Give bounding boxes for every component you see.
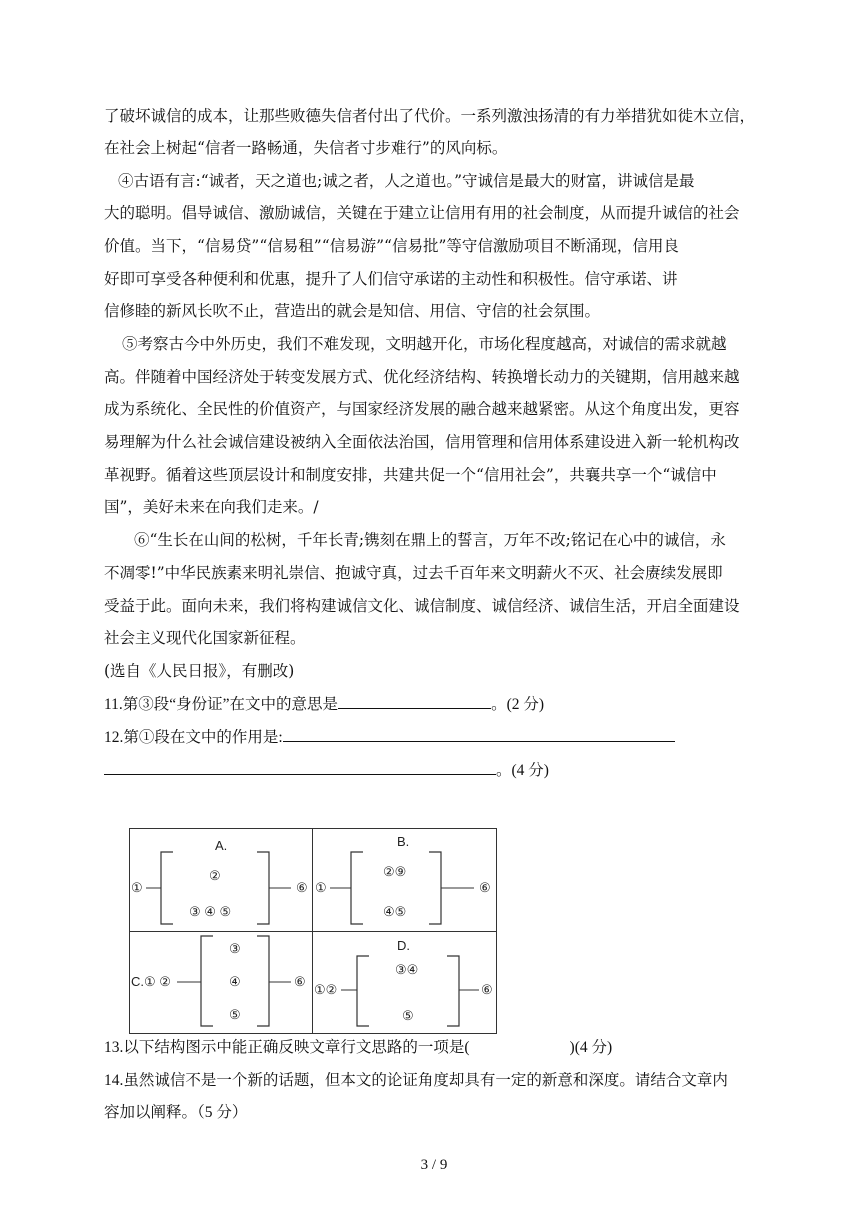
paragraph-line: 高。伴随着中国经济处于转变发展方式、优化经济结构、转换增长动力的关键期，信用越来越: [104, 368, 740, 386]
paragraph-line: ⑥“生长在山间的松树，千年长青;镌刻在鼎上的誓言，万年不改;铭记在心中的诚信，永: [134, 531, 726, 549]
answer-blank[interactable]: [283, 727, 675, 742]
answer-blank[interactable]: [338, 694, 491, 709]
paragraph-line: 好即可享受各种便利和优惠，提升了人们信守承诺的主动性和积极性。信守承诺、讲: [104, 270, 678, 288]
panel-d-left: ①②: [314, 982, 338, 997]
panel-a-top: ②: [209, 868, 221, 883]
question-12-cont: [104, 760, 549, 781]
panel-b-right: ⑥: [479, 880, 491, 895]
paragraph-line: 国”，美好未来在向我们走来。/: [104, 498, 319, 516]
question-11: [104, 694, 544, 715]
paragraph-line: 价值。当下，“信易贷”“信易租”“信易游”“信易批”等守信激励项目不断涌现，信用良: [104, 237, 679, 255]
bracket-left: [357, 956, 369, 1026]
panel-d-right: ⑥: [481, 982, 493, 997]
structure-diagram-svg: [129, 828, 497, 1034]
paragraph-line: 不凋零!”中华民族素来明礼崇信、抱诚守真，过去千百年来文明薪火不灭、社会赓续发展即: [104, 564, 723, 582]
source-citation: (选自《人民日报》，有删改): [104, 662, 295, 680]
paragraph-line: ⑤考察古今中外历史，我们不难发现，文明越开化，市场化程度越高，对诚信的需求就越: [122, 335, 727, 353]
question-11-score: 。(2 分): [491, 696, 545, 713]
paragraph-line: ④古语有言:“诚者，天之道也;诚之者，人之道也。”守诚信是最大的财富，讲诚信是最: [118, 172, 695, 190]
panel-c-label: C.① ②: [131, 974, 171, 989]
panel-b-bottom: ④⑤: [383, 904, 407, 919]
panel-a-right: ⑥: [296, 880, 308, 895]
question-14-cont: 容加以阐释。（5 分）: [104, 1104, 248, 1121]
question-13-score: )(4 分): [569, 1039, 613, 1056]
panel-d-label: D.: [397, 938, 410, 953]
panel-b-left: ①: [315, 880, 327, 895]
paragraph-line: 信修睦的新风长吹不止，营造出的就会是知信、用信、守信的社会氛围。: [104, 302, 601, 320]
question-11-text: 11.第③段“身份证”在文中的意思是: [104, 696, 339, 713]
panel-a-left: ①: [131, 880, 143, 895]
paragraph-line: 大的聪明。倡导诚信、激励诚信，关键在于建立让信用有用的社会制度，从而提升诚信的社会: [104, 204, 740, 222]
paragraph-line: 成为系统化、全民性的价值资产，与国家经济发展的融合越来越紧密。从这个角度出发，更容: [104, 400, 740, 418]
paragraph-line: 易理解为什么社会诚信建设被纳入全面依法治国，信用管理和信用体系建设进入新一轮机构改: [104, 433, 740, 451]
paragraph-line: 在社会上树起“信者一路畅通，失信者寸步难行”的风向标。: [104, 139, 508, 157]
bracket-left: [161, 852, 173, 924]
question-12-score: 。(4 分): [496, 762, 549, 779]
panel-a-bottom: ③ ④ ⑤: [189, 904, 232, 919]
panel-b-top: ②⑨: [383, 864, 407, 879]
question-12: [104, 727, 675, 748]
paragraph-line: 受益于此。面向未来，我们将构建诚信文化、诚信制度、诚信经济、诚信生活，开启全面建设: [104, 597, 740, 615]
bracket-right: [447, 956, 459, 1026]
paragraph-line: 革视野。循着这些顶层设计和制度安排，共建共促一个“信用社会”，共襄共享一个“诚信中: [104, 466, 717, 484]
question-12-text: 12.第①段在文中的作用是:: [104, 729, 283, 746]
bracket-right: [429, 852, 441, 924]
answer-blank[interactable]: [104, 760, 496, 775]
panel-c-bottom: ⑤: [229, 1007, 241, 1022]
panel-a-label: A.: [215, 838, 228, 853]
paragraph-line: 了破坏诚信的成本，让那些败德失信者付出了代价。一系列激浊扬清的有力举措犹如徙木立信，: [104, 107, 756, 125]
bracket-right: [257, 936, 269, 1026]
question-13: [104, 1038, 612, 1058]
bracket-left: [351, 852, 363, 924]
paragraph-line: 社会主义现代化国家新征程。: [104, 629, 306, 647]
structure-diagram: [129, 828, 497, 1034]
bracket-left: [201, 936, 213, 1026]
page-number: 3 / 9: [420, 1157, 448, 1173]
panel-d-bottom: ⑤: [402, 1008, 414, 1023]
question-13-text: 13.以下结构图示中能正确反映文章行文思路的一项是(: [104, 1039, 470, 1056]
panel-b-label: B.: [397, 834, 410, 849]
panel-c-middle: ④: [229, 974, 241, 989]
panel-d-top: ③④: [395, 962, 419, 977]
question-14: 14.虽然诚信不是一个新的话题，但本文的论证角度却具有一定的新意和深度。请结合文章内: [104, 1072, 728, 1089]
panel-c-top: ③: [229, 941, 241, 956]
bracket-right: [257, 852, 269, 924]
panel-c-right: ⑥: [294, 974, 306, 989]
